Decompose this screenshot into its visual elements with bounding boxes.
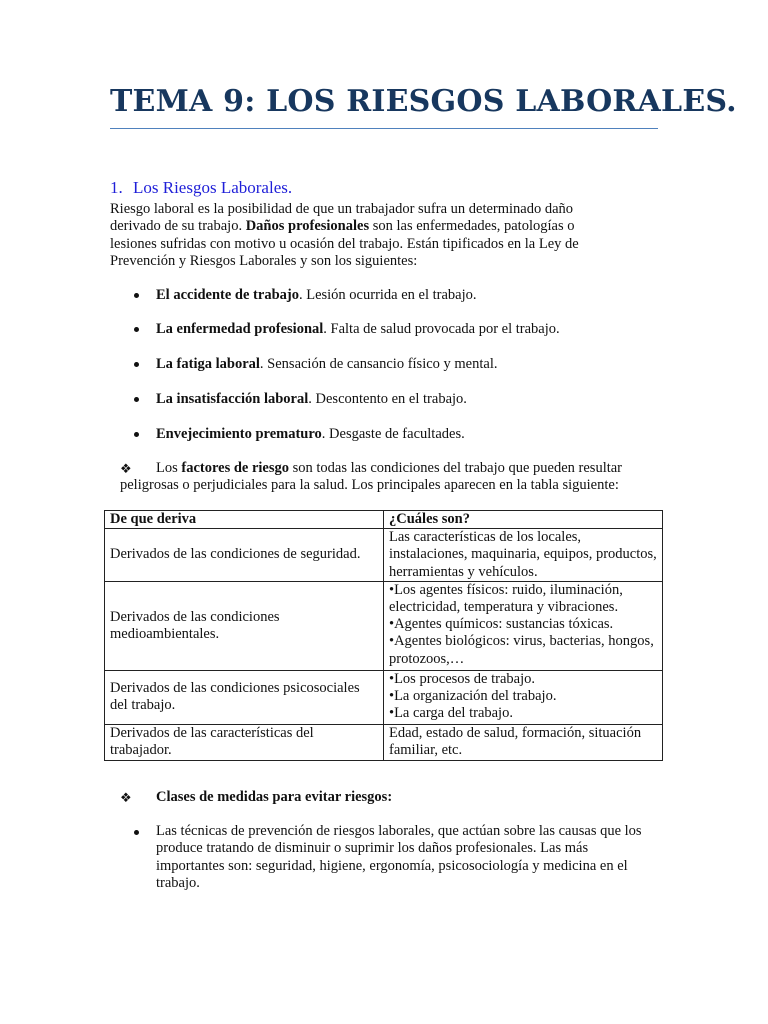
damage-description: . Desgaste de facultades.: [321, 426, 465, 442]
column-header-items: ¿Cuáles son?: [384, 511, 663, 529]
diamond-bullet-icon: ❖: [120, 461, 132, 476]
factors-paragraph: [120, 460, 665, 495]
bullet-icon: [134, 362, 139, 367]
table-row: [105, 670, 663, 724]
table-cell-origin: Derivados de las características del trabajador.: [105, 724, 384, 760]
bullet-icon: [134, 830, 139, 835]
damage-description: . Sensación de cansancio físico y mental.: [259, 356, 498, 372]
measures-heading: Clases de medidas para evitar riesgos:: [156, 789, 393, 805]
cell-line: •Los procesos de trabajo.: [389, 670, 536, 687]
table-header-row: [105, 511, 663, 529]
cell-line: •Agentes biológicos: virus, bacterias, hongos, protozoos,…: [389, 633, 654, 667]
cell-line: •Los agentes físicos: ruido, iluminación, electricidad, temperatura y vibraciones.: [389, 581, 623, 616]
title-underline: [110, 128, 658, 129]
bullet-icon: [134, 432, 139, 437]
damage-term: La insatisfacción laboral: [156, 391, 309, 407]
damage-term: Envejecimiento prematuro: [156, 426, 322, 442]
damage-description: . Lesión ocurrida en el trabajo.: [298, 287, 477, 303]
damage-description: . Falta de salud provocada por el trabajo.: [323, 321, 560, 337]
bullet-icon: [134, 327, 139, 332]
intro-paragraph: [110, 201, 622, 271]
factors-lead: Los: [156, 460, 182, 476]
damage-description: . Descontento en el trabajo.: [308, 391, 467, 407]
risk-factors-table: [104, 510, 663, 761]
table-cell-origin: Derivados de las condiciones medioambientales.: [105, 581, 384, 670]
cell-line: •La organización del trabajo.: [389, 688, 557, 705]
section-title: Los Riesgos Laborales.: [133, 178, 293, 197]
cell-line: •La carga del trabajo.: [389, 705, 513, 722]
measures-paragraph: Las técnicas de prevención de riesgos laborales, que actúan sobre las causas que los produce tratando de disminuir o suprimir los daños profesionales. Las más importantes son: seguridad, higiene, ergonomía, psicosociología y medicina en el trabajo.: [156, 823, 642, 892]
table-cell-items: [384, 724, 663, 760]
diamond-bullet-icon: ❖: [120, 790, 132, 805]
table-cell-items: [384, 581, 663, 670]
factors-bold-term: factores de riesgo: [181, 460, 290, 476]
column-header-origin: De que deriva: [105, 511, 384, 529]
damage-term: La fatiga laboral: [156, 356, 260, 372]
intro-text-2: son las enfermedades, patologías o lesiones sufridas con motivo u ocasión del trabajo. Están tipificados en la Ley de Prevención y Riesgos Laborales y son los siguientes:: [110, 218, 579, 270]
bullet-icon: [134, 293, 139, 298]
table-cell-items: [384, 670, 663, 724]
table-row: [105, 724, 663, 760]
page-title: TEMA 9: LOS RIESGOS LABORALES.: [110, 84, 737, 119]
intro-text-1: Riesgo laboral es la posibilidad de que un trabajador sufra un determinado daño derivado de su trabajo.: [110, 201, 574, 235]
cell-line: Las características de los locales, instalaciones, maquinaria, equipos, productos, herramientas y vehículos.: [389, 529, 657, 580]
section-number: 1.: [110, 178, 123, 197]
table-row: [105, 529, 663, 582]
cell-line: Edad, estado de salud, formación, situación familiar, etc.: [389, 724, 642, 759]
section-heading: [110, 178, 292, 198]
bullet-icon: [134, 397, 139, 402]
factors-text: son todas las condiciones del trabajo que pueden resultar peligrosas o perjudiciales para la salud. Los principales aparecen en la tabla siguiente:: [120, 460, 623, 494]
cell-line: •Agentes químicos: sustancias tóxicas.: [389, 616, 614, 633]
table-cell-origin: Derivados de las condiciones psicosociales del trabajo.: [105, 670, 384, 724]
table-row: [105, 581, 663, 670]
intro-bold-term: Daños profesionales: [245, 218, 370, 235]
damage-term: El accidente de trabajo: [156, 287, 299, 303]
damage-term: La enfermedad profesional: [156, 321, 324, 337]
table-cell-items: [384, 529, 663, 582]
table-cell-origin: Derivados de las condiciones de seguridad.: [105, 529, 384, 582]
